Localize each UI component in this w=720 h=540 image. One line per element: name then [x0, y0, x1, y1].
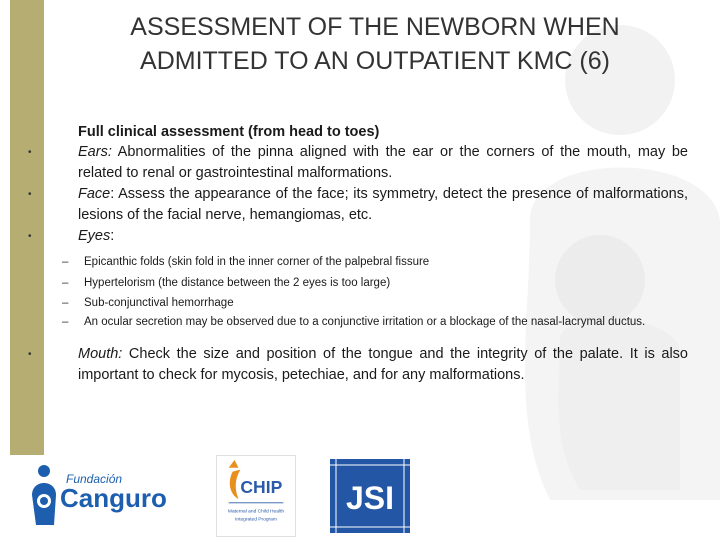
ichip-caption-2: Integrated Program: [235, 517, 277, 523]
bullet-mouth-lead: Mouth:: [78, 345, 123, 362]
jsi-logo: [330, 459, 410, 533]
subheading: Full clinical assessment (from head to toes): [78, 124, 380, 140]
eyes-item-hemorrhage: – Sub-conjunctival hemorrhage: [84, 293, 688, 314]
bullet-face: [78, 184, 688, 226]
bullet-mouth: [78, 344, 688, 386]
jsi-text: JSI: [345, 480, 395, 516]
slide-body: [78, 122, 688, 386]
fundacion-canguro-logo: [28, 455, 178, 535]
title-line-2: ADMITTED TO AN OUTPATIENT KMC (6): [140, 47, 610, 75]
bullet-face-lead: Face: [78, 186, 111, 202]
bullet-face-text: : Assess the appearance of the face; its symmetry, detect the presence of malformations, lesions of the facial nerve, hemangiomas, etc.: [78, 186, 688, 223]
bullet-ears: [78, 142, 688, 184]
left-accent-bar: [10, 0, 44, 455]
bullet-eyes-lead: Eyes: [78, 228, 111, 244]
eyes-item-secretion: – An ocular secretion may be observed due to a conjunctive irritation or a blockage of the nasal-lacrymal ductus.: [84, 314, 688, 330]
canguro-small-text: Fundación: [66, 472, 123, 486]
eyes-item-epicanthic: – Epicanthic folds (skin fold in the inner corner of the palpebral fissure: [84, 252, 688, 273]
eyes-item-hypertelorism: – Hypertelorism (the distance between the 2 eyes is too large): [84, 273, 688, 294]
canguro-big-text: Canguro: [60, 483, 167, 513]
title-line-1: ASSESSMENT OF THE NEWBORN WHEN: [130, 13, 620, 41]
bullet-eyes: [78, 226, 688, 247]
bullet-ears-lead: Ears:: [78, 144, 112, 160]
ichip-logo: [216, 455, 296, 537]
bullet-ears-text: Abnormalities of the pinna aligned with the ear or the corners of the mouth, may be related to renal or gastrointestinal malformations.: [78, 144, 688, 181]
slide-title: [60, 10, 690, 78]
bullet-mouth-text: Check the size and position of the tongue and the integrity of the palate. It is also important to check for mycosis, petechiae, and for any malformations.: [78, 345, 688, 383]
bullet-eyes-text: :: [110, 228, 115, 244]
logo-strip: [0, 455, 720, 540]
ichip-name-text: CHIP: [240, 477, 283, 498]
ichip-caption-1: Maternal and Child Health: [227, 509, 285, 515]
eyes-sublist: [84, 252, 688, 330]
